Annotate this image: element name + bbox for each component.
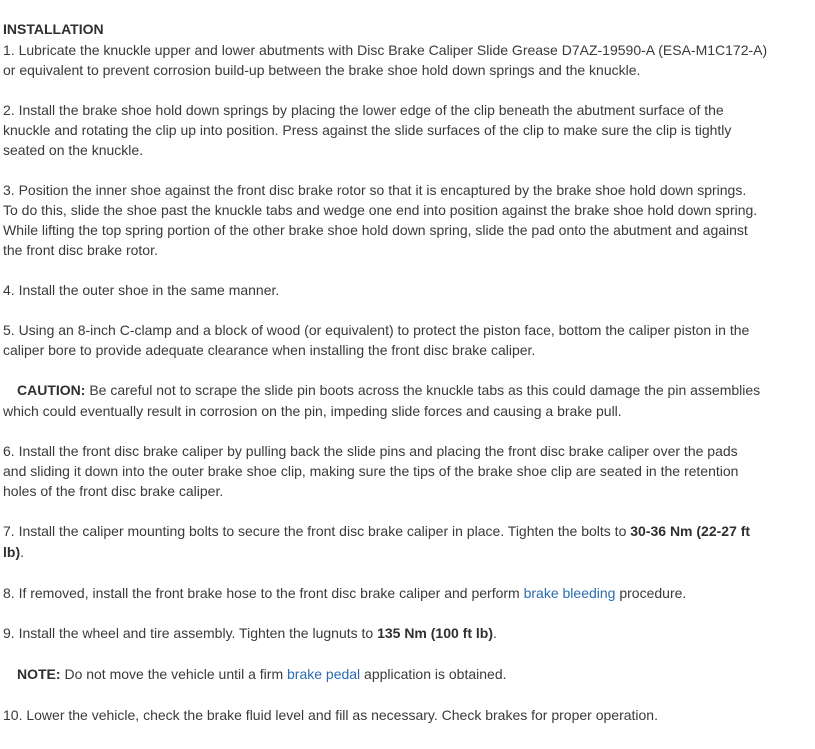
step-10-line-1: 10. Lower the vehicle, check the brake fluid level and fill as necessary. Check brakes for proper operation. [3, 707, 658, 723]
note-label: NOTE: [17, 666, 61, 682]
step-7-torque-value: 30-36 Nm (22-27 ft [630, 523, 751, 539]
step-8-text-before: 8. If removed, install the front brake hose to the front disc brake caliper and perform [3, 585, 524, 601]
step-9-torque-value: 135 Nm (100 ft lb) [377, 625, 494, 641]
step-9-text-before: 9. Install the wheel and tire assembly. Tighten the lugnuts to [3, 625, 378, 641]
step-3-line-4: the front disc brake rotor. [3, 242, 158, 258]
brake-pedal-link[interactable]: brake pedal [287, 666, 361, 682]
step-7-text: 7. Install the caliper mounting bolts to secure the front disc brake caliper in place. Tighten the bolts to [3, 523, 631, 539]
step-3-line-2: To do this, slide the shoe past the knuckle tabs and wedge one end into position against the brake shoe hold down spring. [3, 202, 758, 218]
step-3-line-1: 3. Position the inner shoe against the front disc brake rotor so that it is encaptured by the brake shoe hold down springs. [3, 182, 747, 198]
step-5-line-1: 5. Using an 8-inch C-clamp and a block of wood (or equivalent) to protect the piston face, bottom the caliper piston in the [3, 322, 750, 338]
step-6-line-2: and sliding it down into the outer brake shoe clip, making sure the tips of the brake shoe clip are seated in the retention [3, 463, 739, 479]
step-2-line-2: knuckle and rotating the clip up into position. Press against the slide surfaces of the clip to make sure the clip is tightly [3, 122, 732, 138]
caution-label: CAUTION: [17, 382, 86, 398]
note-line-1 [17, 664, 507, 684]
step-2-line-1: 2. Install the brake shoe hold down springs by placing the lower edge of the clip beneath the abutment surface of the [3, 102, 724, 118]
step-6-line-1: 6. Install the front disc brake caliper by pulling back the slide pins and placing the front disc brake caliper over the pads [3, 443, 738, 459]
note-text-after: application is obtained. [360, 666, 507, 682]
step-9-text-after: . [493, 625, 497, 641]
step-1-line-2: or equivalent to prevent corrosion build-up between the brake shoe hold down springs and the knuckle. [3, 62, 641, 78]
step-7-period: . [20, 544, 24, 560]
step-9-line-1 [3, 623, 497, 643]
step-7-line-1 [3, 521, 750, 541]
brake-bleeding-link[interactable]: brake bleeding [523, 585, 616, 601]
step-3-line-3: While lifting the top spring portion of the other brake shoe hold down spring, slide the pad onto the abutment and against [3, 222, 748, 238]
caution-line-2: which could eventually result in corrosion on the pin, impeding slide forces and causing a brake pull. [3, 403, 622, 419]
step-6-line-3: holes of the front disc brake caliper. [3, 483, 224, 499]
step-4-line-1: 4. Install the outer shoe in the same manner. [3, 282, 280, 298]
step-7-line-2 [3, 542, 24, 562]
section-heading: INSTALLATION [3, 21, 104, 37]
step-1-line-1: 1. Lubricate the knuckle upper and lower abutments with Disc Brake Caliper Slide Grease D7AZ-19590-A (ESA-M1C172-A) [3, 42, 768, 58]
step-8-text-after: procedure. [615, 585, 687, 601]
step-7-torque-unit: lb) [3, 544, 21, 560]
step-5-line-2: caliper bore to provide adequate clearance when installing the front disc brake caliper. [3, 342, 536, 358]
caution-text: Be careful not to scrape the slide pin boots across the knuckle tabs as this could damage the pin assemblies [85, 382, 761, 398]
note-text-before: Do not move the vehicle until a firm [60, 666, 287, 682]
step-2-line-3: seated on the knuckle. [3, 142, 144, 158]
caution-line-1 [17, 380, 760, 400]
step-8-line-1 [3, 583, 686, 603]
